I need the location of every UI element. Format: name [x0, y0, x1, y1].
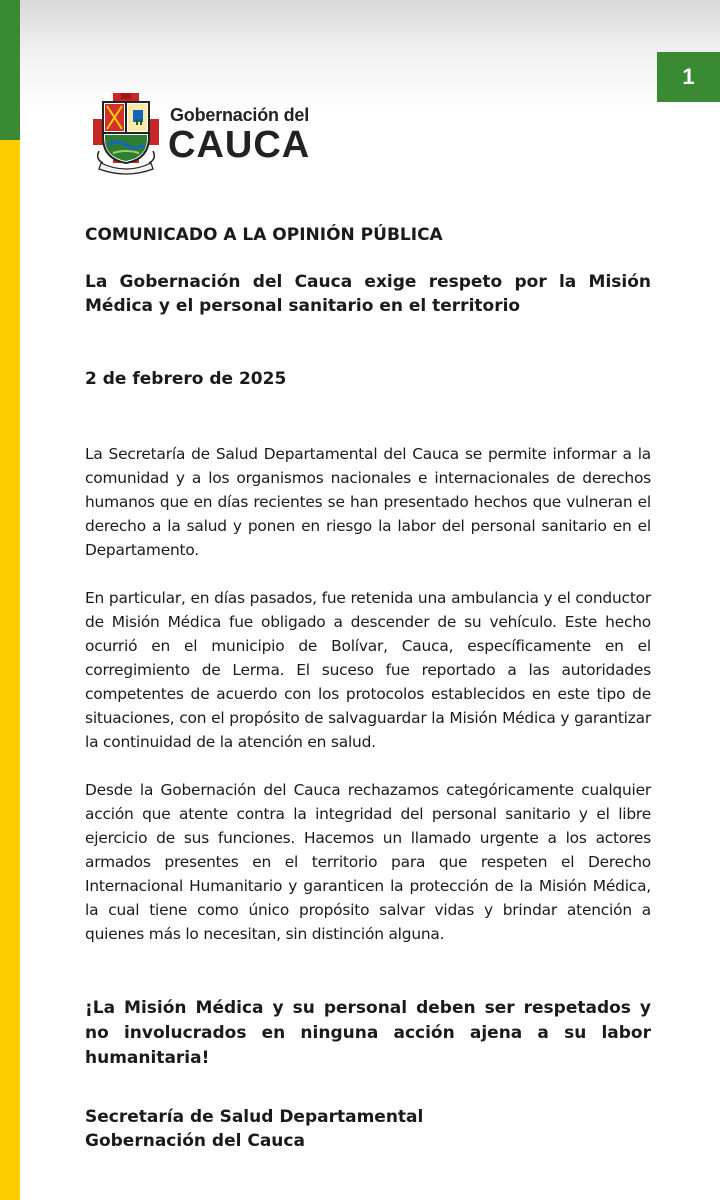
page-number-tab	[657, 52, 720, 102]
paragraph: La Secretaría de Salud Departamental del Cauca se permite informar a la comunidad y a los organismos nacionales e internacionales de derechos humanos que en días recientes se han presentado hechos que vulneran el derecho a la salud y ponen en riesgo la labor del personal sanitario en el Departamento.	[85, 445, 651, 559]
signature-block	[85, 1105, 651, 1153]
callout-statement: ¡La Misión Médica y su personal deben ser respetados y no involucrados en ninguna acción ajena a su labor humanitaria!	[85, 998, 651, 1068]
side-stripe-yellow	[0, 140, 20, 1200]
cauca-coat-of-arms-icon	[93, 93, 159, 175]
page-number: 1	[682, 64, 695, 89]
paragraph: En particular, en días pasados, fue retenida una ambulancia y el conductor de Misión Médica fue obligado a descender de su vehículo. Este hecho ocurrió en el municipio de Bolívar, Cauca, específicamente en el corregimiento de Lerma. El suceso fue reportado a las autoridades competentes de acuerdo con los protocolos establecidos en este tipo de situaciones, con el propósito de salvaguardar la Misión Médica y garantizar la continuidad de la atención en salud.	[85, 589, 651, 751]
communique-subheading: La Gobernación del Cauca exige respeto por la Misión Médica y el personal sanitario en el territorio	[85, 272, 651, 316]
org-name-line2: CAUCA	[168, 124, 311, 166]
org-name-line1: Gobernación del	[170, 105, 310, 125]
side-stripe-green	[0, 0, 20, 140]
communique-heading: COMUNICADO A LA OPINIÓN PÚBLICA	[85, 225, 443, 245]
signature-line1: Secretaría de Salud Departamental	[85, 1107, 424, 1127]
signature-line2: Gobernación del Cauca	[85, 1131, 305, 1151]
paragraph: Desde la Gobernación del Cauca rechazamos categóricamente cualquier acción que atente contra la integridad del personal sanitario y el libre ejercicio de sus funciones. Hacemos un llamado urgente a los actores armados presentes en el territorio para que respeten el Derecho Internacional Humanitario y garanticen la protección de la Misión Médica, la cual tiene como único propósito salvar vidas y brindar atención a quienes más lo necesitan, sin distinción alguna.	[85, 781, 651, 943]
document-body	[85, 222, 651, 1153]
communique-date: 2 de febrero de 2025	[85, 369, 287, 389]
